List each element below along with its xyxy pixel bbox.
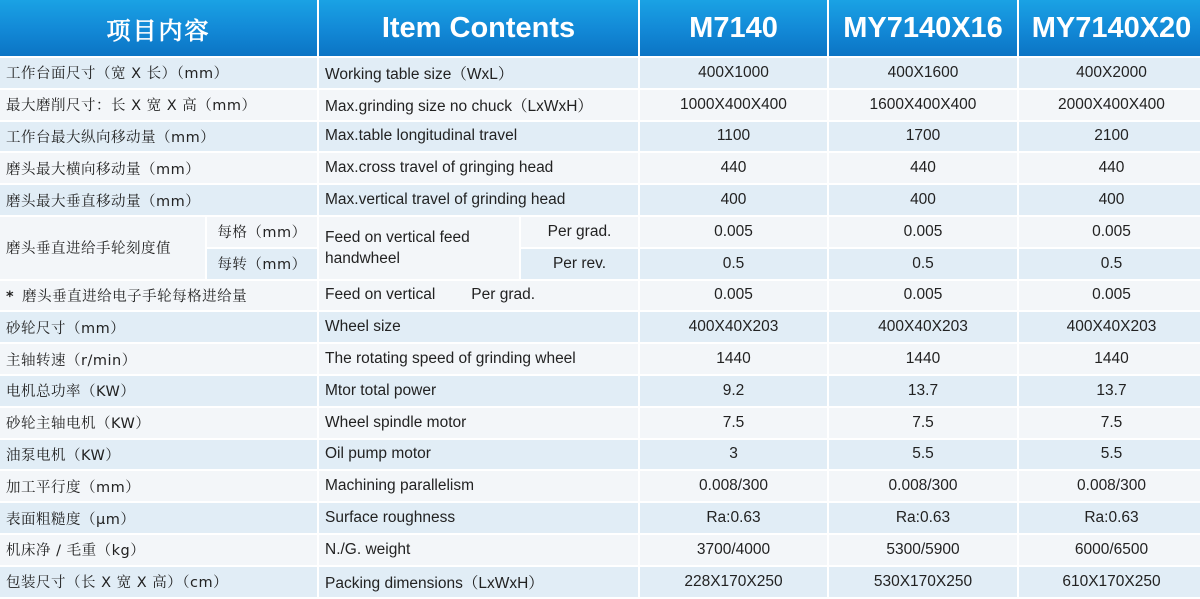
item-name-en: Machining parallelism	[319, 471, 638, 501]
item-name-en: The rotating speed of grinding wheel	[319, 344, 638, 374]
table-row	[0, 440, 1200, 470]
sub-item-zh: 每格（mm）	[207, 217, 317, 247]
item-name-zh: 工作台最大纵向移动量（mm）	[0, 122, 317, 152]
value-cell: 6000/6500	[1019, 535, 1200, 565]
value-cell: 400X40X203	[640, 312, 827, 342]
item-name-zh: 工作台面尺寸（宽 X 长）（mm）	[0, 58, 317, 88]
table-row	[0, 185, 1200, 215]
value-cell: 5.5	[829, 440, 1017, 470]
value-cell: 0.005	[829, 217, 1017, 247]
table-row	[0, 312, 1200, 342]
item-name-zh: 主轴转速（r/min）	[0, 344, 317, 374]
item-name-en-text: Feed on vertical	[325, 286, 436, 304]
item-name-en: Oil pump motor	[319, 440, 638, 470]
sub-item-zh: 每转（mm）	[207, 249, 317, 279]
value-cell: 7.5	[640, 408, 827, 438]
item-name-zh: 磨头最大横向移动量（mm）	[0, 153, 317, 183]
asterisk-mark: *	[6, 288, 15, 305]
item-name-en	[319, 281, 638, 311]
header-model-2: MY7140X16	[829, 0, 1017, 56]
value-cell: 0.005	[640, 217, 827, 247]
item-name-en: Packing dimensions（LxWxH）	[319, 567, 638, 597]
value-cell: 440	[1019, 153, 1200, 183]
value-cell: 440	[829, 153, 1017, 183]
value-cell: 400X1000	[640, 58, 827, 88]
value-cell: 400X40X203	[1019, 312, 1200, 342]
value-cell: 0.5	[1019, 249, 1200, 279]
item-name-zh: 机床净 / 毛重（kg）	[0, 535, 317, 565]
value-cell: Ra:0.63	[1019, 503, 1200, 533]
table-row	[0, 58, 1200, 88]
table-row	[0, 376, 1200, 406]
header-model-1: M7140	[640, 0, 827, 56]
header-model-3: MY7140X20	[1019, 0, 1200, 56]
value-cell: 440	[640, 153, 827, 183]
value-cell: 13.7	[829, 376, 1017, 406]
item-name-zh: 砂轮主轴电机（KW）	[0, 408, 317, 438]
item-name-zh: 最大磨削尺寸：长 X 宽 X 高（mm）	[0, 90, 317, 120]
value-cell: Ra:0.63	[829, 503, 1017, 533]
value-cell: 7.5	[1019, 408, 1200, 438]
spec-table-body	[0, 58, 1200, 597]
value-cell: 1000X400X400	[640, 90, 827, 120]
value-cell: 1600X400X400	[829, 90, 1017, 120]
value-cell: 228X170X250	[640, 567, 827, 597]
value-cell: 0.5	[640, 249, 827, 279]
value-cell: 400X2000	[1019, 58, 1200, 88]
item-name-en: Max.table longitudinal travel	[319, 122, 638, 152]
item-name-en: Working table size（WxL）	[319, 58, 638, 88]
value-cell: 0.008/300	[1019, 471, 1200, 501]
item-name-zh: 包装尺寸（长 X 宽 X 高）（cm）	[0, 567, 317, 597]
value-cell: 0.5	[829, 249, 1017, 279]
value-cell: 1700	[829, 122, 1017, 152]
value-cell: 400X1600	[829, 58, 1017, 88]
item-name-zh: 砂轮尺寸（mm）	[0, 312, 317, 342]
table-row	[0, 535, 1200, 565]
item-name-zh: 表面粗糙度（μm）	[0, 503, 317, 533]
item-name-zh: 磨头垂直进给手轮刻度值	[0, 217, 205, 279]
sub-item-en: Per grad.	[471, 286, 536, 304]
item-name-en: Wheel size	[319, 312, 638, 342]
header-row	[0, 0, 1200, 56]
value-cell: 1100	[640, 122, 827, 152]
item-name-en: Surface roughness	[319, 503, 638, 533]
value-cell: 0.008/300	[640, 471, 827, 501]
item-name-en: Feed on vertical feed handwheel	[319, 217, 519, 279]
item-name-en: Max.vertical travel of grinding head	[319, 185, 638, 215]
value-cell: 0.005	[1019, 217, 1200, 247]
value-cell: 0.008/300	[829, 471, 1017, 501]
item-name-en: Max.grinding size no chuck（LxWxH）	[319, 90, 638, 120]
table-row	[0, 471, 1200, 501]
table-row	[0, 153, 1200, 183]
value-cell: 400	[1019, 185, 1200, 215]
table-row	[0, 90, 1200, 120]
item-name-zh: 电机总功率（KW）	[0, 376, 317, 406]
item-name-zh: 磨头最大垂直移动量（mm）	[0, 185, 317, 215]
table-row	[0, 344, 1200, 374]
item-name-zh-text: 磨头垂直进给电子手轮每格进给量	[22, 288, 248, 305]
value-cell: 2000X400X400	[1019, 90, 1200, 120]
table-row	[0, 567, 1200, 597]
value-cell: 9.2	[640, 376, 827, 406]
value-cell: 400X40X203	[829, 312, 1017, 342]
table-row	[0, 217, 1200, 247]
item-name-en: Mtor total power	[319, 376, 638, 406]
value-cell: 1440	[640, 344, 827, 374]
value-cell: 400	[640, 185, 827, 215]
sub-item-en: Per grad.	[521, 217, 638, 247]
value-cell: 0.005	[829, 281, 1017, 311]
header-item-contents: Item Contents	[319, 0, 638, 56]
value-cell: 7.5	[829, 408, 1017, 438]
table-row	[0, 281, 1200, 311]
value-cell: 610X170X250	[1019, 567, 1200, 597]
value-cell: 1440	[1019, 344, 1200, 374]
value-cell: 400	[829, 185, 1017, 215]
table-row	[0, 122, 1200, 152]
value-cell: 2100	[1019, 122, 1200, 152]
value-cell: 0.005	[1019, 281, 1200, 311]
table-row	[0, 408, 1200, 438]
value-cell: 530X170X250	[829, 567, 1017, 597]
sub-item-en: Per rev.	[521, 249, 638, 279]
value-cell: 13.7	[1019, 376, 1200, 406]
item-name-en: Wheel spindle motor	[319, 408, 638, 438]
item-name-zh	[0, 281, 317, 311]
item-name-zh: 加工平行度（mm）	[0, 471, 317, 501]
item-name-en: Max.cross travel of gringing head	[319, 153, 638, 183]
value-cell: 3700/4000	[640, 535, 827, 565]
value-cell: 1440	[829, 344, 1017, 374]
value-cell: Ra:0.63	[640, 503, 827, 533]
item-name-zh: 油泵电机（KW）	[0, 440, 317, 470]
item-name-en: N./G. weight	[319, 535, 638, 565]
value-cell: 3	[640, 440, 827, 470]
table-row	[0, 503, 1200, 533]
value-cell: 5300/5900	[829, 535, 1017, 565]
value-cell: 5.5	[1019, 440, 1200, 470]
header-item-zh: 项目内容	[0, 0, 317, 56]
value-cell: 0.005	[640, 281, 827, 311]
